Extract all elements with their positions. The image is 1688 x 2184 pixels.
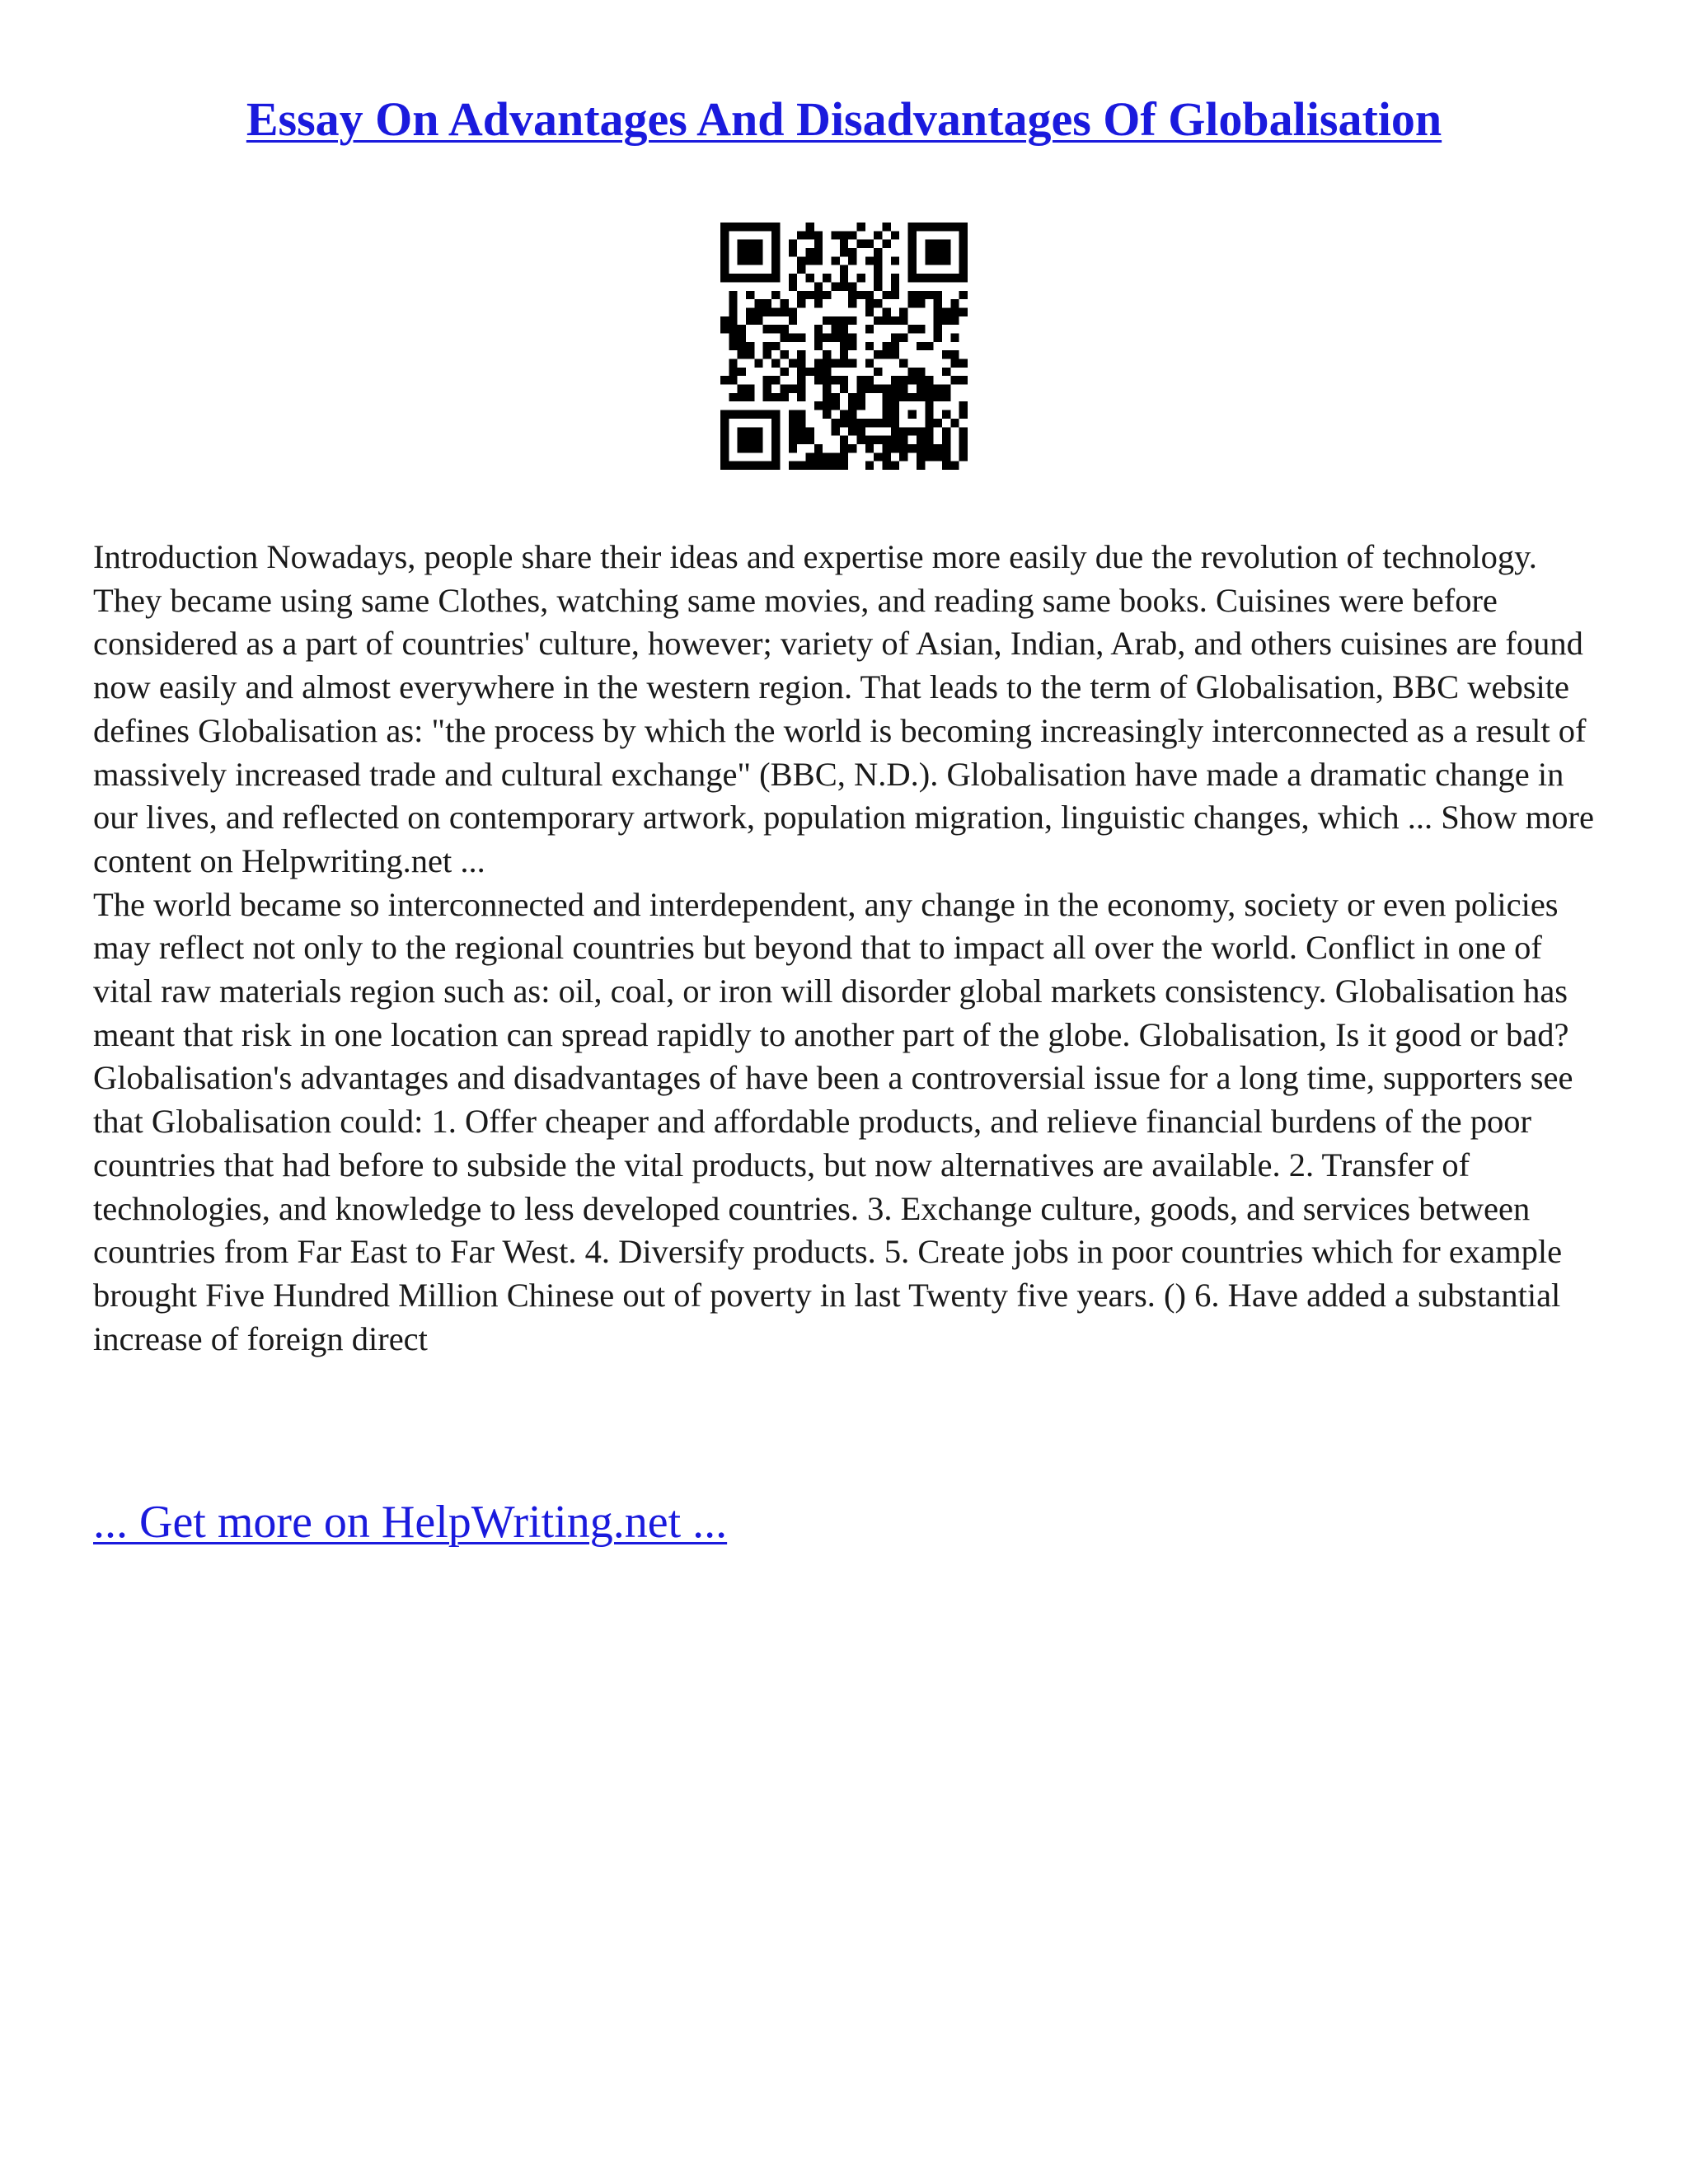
page-title xyxy=(0,89,1688,150)
qr-code-icon xyxy=(720,223,968,470)
essay-body xyxy=(93,536,1601,1361)
paragraph-second: The world became so interconnected and interdependent, any change in the economy, society or even policies may reflect not only to the regional countries but beyond that to impact all over the world. Conflict in one of vital raw materials region such as: oil, coal, or iron will disorder global markets consistency. Globalisation has meant that risk in one location can spread rapidly to another part of the globe. Globalisation, Is it good or bad? Globalisation's advantages and disadvantages of have been a controversial issue for a long time, supporters see that Globalisation could: 1. Offer cheaper and affordable products, and relieve financial burdens of the poor countries that had before to subside the vital products, but now alternatives are available. 2. Transfer of technologies, and knowledge to less developed countries. 3. Exchange culture, goods, and services between countries from Far East to Far West. 4. Diversify products. 5. Create jobs in poor countries which for example brought Five Hundred Million Chinese out of poverty in last Twenty five years. () 6. Have added a substantial increase of foreign direct xyxy=(93,885,1573,1357)
get-more-link-container xyxy=(93,1493,727,1551)
title-link[interactable]: Essay On Advantages And Disadvantages Of Globalisation xyxy=(246,92,1442,146)
get-more-link[interactable]: ... Get more on HelpWriting.net ... xyxy=(93,1497,728,1548)
paragraph-introduction: Introduction Nowadays, people share their ideas and expertise more easily due the revolution of technology. They became using same Clothes, watching same movies, and reading same books. Cuisines were before considered as a part of countries' culture, however; variety of Asian, Indian, Arab, and others cuisines are found now easily and almost everywhere in the western region. That leads to the term of Globalisation, BBC website defines Globalisation as: "the process by which the world is becoming increasingly interconnected as a result of massively increased trade and cultural exchange" (BBC, N.D.). Globalisation have made a dramatic change in our lives, and reflected on contemporary artwork, population migration, linguistic changes, which ... Show more content on Helpwriting.net ... xyxy=(93,538,1594,879)
